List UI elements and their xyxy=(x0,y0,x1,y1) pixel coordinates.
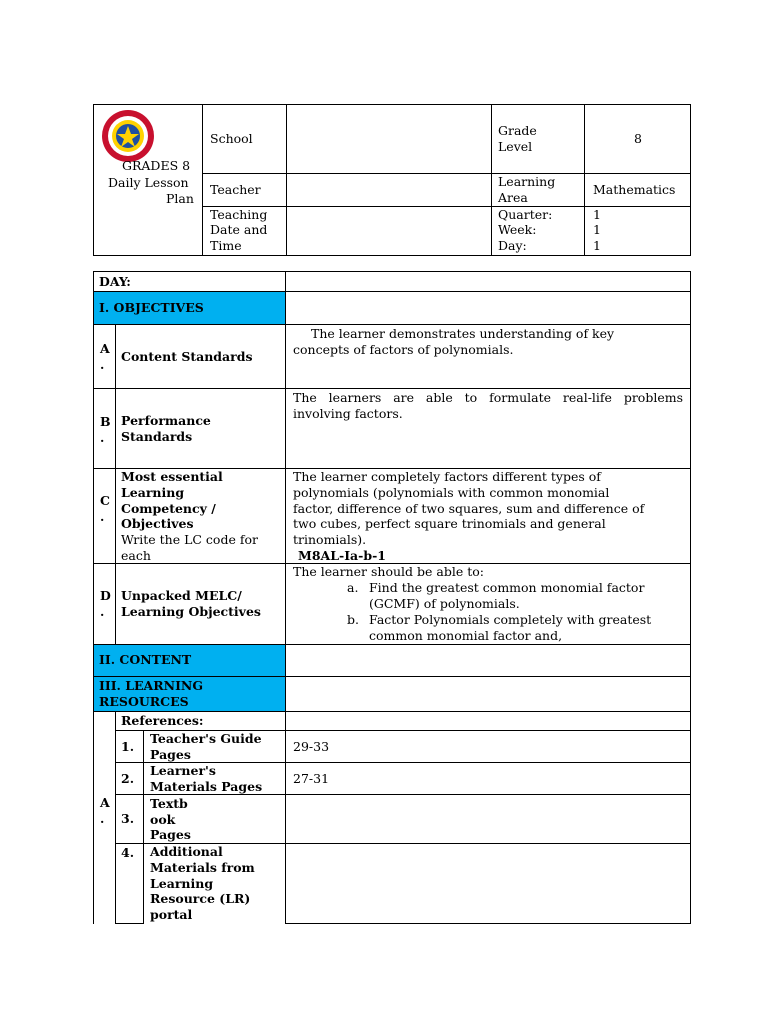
day-value: 1 xyxy=(593,238,601,253)
ref-2-label-2: Materials Pages xyxy=(150,779,263,794)
ref-1-value: 29-33 xyxy=(293,739,330,754)
ref-3-label-1: Textb xyxy=(150,796,188,811)
unpacked-item-b-marker: b. xyxy=(347,612,359,627)
learning-area-label-2: Area xyxy=(498,190,528,205)
ref-section-dot: . xyxy=(100,811,105,826)
teaching-label-2: Date and xyxy=(210,222,268,237)
ref-2-num: 2. xyxy=(121,771,135,786)
school-label: School xyxy=(210,131,253,146)
content-standards-line-2: concepts of factors of polynomials. xyxy=(293,342,514,357)
melc-code: M8AL-Ia-b-1 xyxy=(298,548,386,563)
ref-2-value: 27-31 xyxy=(293,771,330,786)
row-c-letter: C xyxy=(100,493,110,508)
melc-text-line-4: two cubes, perfect square trinomials and general xyxy=(293,516,606,531)
learning-area-value: Mathematics xyxy=(593,182,676,197)
ref-4-num: 4. xyxy=(121,845,135,860)
ref-4-label-3: Learning xyxy=(150,876,214,891)
melc-note-1: Write the LC code for xyxy=(121,532,258,547)
ref-4-label-1: Additional xyxy=(150,844,223,859)
unpacked-item-b-line-1: Factor Polynomials completely with greatest xyxy=(369,612,652,627)
unpacked-intro: The learner should be able to: xyxy=(293,564,484,579)
content-standards-label: Content Standards xyxy=(121,349,253,364)
unpacked-item-b-line-2: common monomial factor and, xyxy=(369,628,563,643)
week-value: 1 xyxy=(593,222,601,237)
melc-label-3: Competency / xyxy=(121,501,216,516)
melc-text-line-3: factor, difference of two squares, sum and difference of xyxy=(293,501,645,516)
row-a-letter: A xyxy=(100,341,110,356)
teaching-label-1: Teaching xyxy=(210,207,268,222)
performance-standards-label-2: Standards xyxy=(121,429,193,444)
ref-2-label-1: Learner's xyxy=(150,763,216,778)
ref-4-label-4: Resource (LR) xyxy=(150,891,251,906)
ref-4-label-2: Materials from xyxy=(150,860,255,875)
melc-note-2: each xyxy=(121,548,151,563)
unpacked-label-1: Unpacked MELC/ xyxy=(121,588,242,603)
performance-standards-line-2: involving factors. xyxy=(293,406,403,421)
day-row-label: DAY: xyxy=(99,274,131,289)
content-standards-line-1: The learner demonstrates understanding of key xyxy=(311,326,615,341)
quarter-label: Quarter: xyxy=(498,207,553,222)
objectives-heading: I. OBJECTIVES xyxy=(99,300,204,315)
title-line-3: Plan xyxy=(166,191,194,206)
row-b-dot: . xyxy=(100,430,105,445)
deped-seal-icon xyxy=(101,109,155,163)
melc-text-line-2: polynomials (polynomials with common monomial xyxy=(293,485,610,500)
ref-section-letter: A xyxy=(100,795,110,810)
performance-standards-label-1: Performance xyxy=(121,413,211,428)
unpacked-item-a-line-1: Find the greatest common monomial factor xyxy=(369,580,645,595)
row-c-dot: . xyxy=(100,509,105,524)
ref-1-label-2: Pages xyxy=(150,747,191,762)
unpacked-item-a-line-2: (GCMF) of polynomials. xyxy=(369,596,520,611)
teacher-label: Teacher xyxy=(210,182,261,197)
week-label: Week: xyxy=(498,222,537,237)
unpacked-label-2: Learning Objectives xyxy=(121,604,261,619)
title-line-2: Daily Lesson xyxy=(108,175,189,190)
performance-standards-line-1: The learners are able to formulate real-life problems xyxy=(293,390,683,405)
grade-level-value: 8 xyxy=(634,131,642,146)
ref-3-label-2: ook xyxy=(150,812,176,827)
ref-3-num: 3. xyxy=(121,811,135,826)
day-label: Day: xyxy=(498,238,527,253)
grade-level-label-1: Grade xyxy=(498,123,537,138)
melc-text-line-5: trinomials). xyxy=(293,532,367,547)
row-d-dot: . xyxy=(100,604,105,619)
melc-label-2: Learning xyxy=(121,485,185,500)
references-label: References: xyxy=(121,713,204,728)
melc-label-1: Most essential xyxy=(121,469,223,484)
title-line-1: GRADES 8 xyxy=(122,158,191,173)
resources-heading-line-1: III. LEARNING xyxy=(99,678,204,693)
melc-label-4: Objectives xyxy=(121,516,194,531)
melc-text-line-1: The learner completely factors different types of xyxy=(293,469,601,484)
ref-1-num: 1. xyxy=(121,739,135,754)
ref-4-label-5: portal xyxy=(150,907,193,922)
grade-level-label-2: Level xyxy=(498,139,533,154)
content-heading: II. CONTENT xyxy=(99,652,192,667)
unpacked-item-a-marker: a. xyxy=(347,580,359,595)
quarter-value: 1 xyxy=(593,207,601,222)
ref-1-label-1: Teacher's Guide xyxy=(150,731,262,746)
teaching-label-3: Time xyxy=(210,238,242,253)
ref-3-label-3: Pages xyxy=(150,827,191,842)
row-b-letter: B xyxy=(100,414,111,429)
resources-heading-line-2: RESOURCES xyxy=(99,694,189,709)
learning-area-label-1: Learning xyxy=(498,174,556,189)
row-d-letter: D xyxy=(100,588,111,603)
row-a-dot: . xyxy=(100,357,105,372)
